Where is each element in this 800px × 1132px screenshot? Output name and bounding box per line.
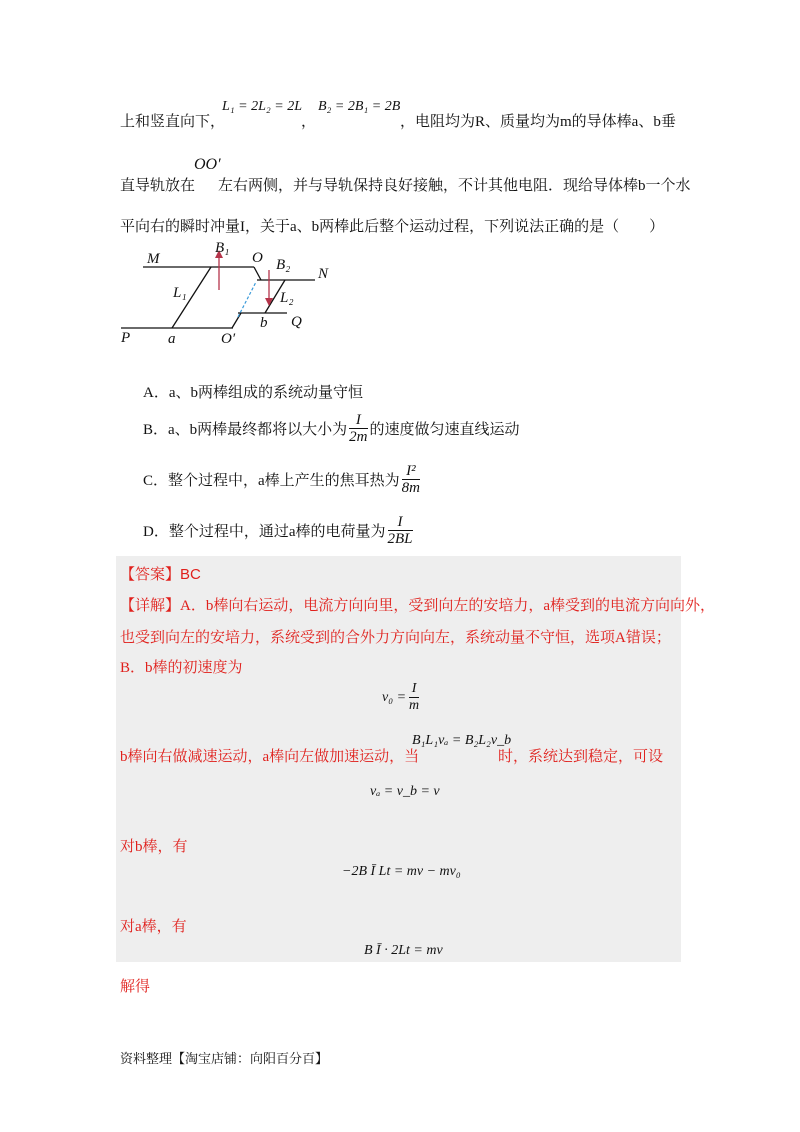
footer-source: 资料整理【淘宝店铺：向阳百分百】 [120, 1051, 329, 1066]
option-b [143, 412, 520, 445]
equation-v0 [382, 681, 419, 714]
label-O: O [252, 250, 263, 266]
question-line2-start: 直导轨放在 [120, 178, 196, 194]
option-b-num: I [349, 412, 367, 429]
option-c-text: C．整个过程中，a棒上产生的焦耳热为 [143, 473, 400, 489]
equation-v: vₐ = v_b = v [370, 784, 440, 799]
for-a-rod: 对a棒，有 [120, 919, 187, 935]
option-b-den: 2m [349, 429, 368, 445]
label-B1: B₁ [215, 240, 230, 256]
label-L2: L₂ [280, 290, 294, 306]
option-d-text: D．整个过程中，通过a棒的电荷量为 [143, 524, 386, 540]
v0-lhs: v₀ = [382, 689, 407, 705]
detail-line1: 【详解】A．b棒向右运动，电流方向向里，受到向左的安培力，a棒受到的电流方向向外， [120, 598, 715, 614]
label-b: b [260, 315, 268, 331]
for-b-rod: 对b棒，有 [120, 839, 188, 855]
label-O-prime: O′ [221, 331, 236, 347]
question-line1-end: ，电阻均为R、质量均为m的导体棒a、b垂 [400, 114, 676, 130]
option-d-num: I [388, 514, 413, 531]
equation-L: L₁ = 2L₂ = 2L [222, 99, 302, 114]
v0-den: m [409, 698, 420, 713]
option-d-fraction [388, 514, 413, 547]
b-initial-velocity-text: B．b棒的初速度为 [120, 660, 243, 676]
answer-label: 【答案】BC [120, 566, 201, 583]
question-line3: 平向右的瞬时冲量I，关于a、b两棒此后整个运动过程，下列说法正确的是（ ） [120, 219, 665, 235]
decel-text-start: b棒向右做减速运动，a棒向左做加速运动，当 [120, 749, 420, 765]
equation-steady: B₁L₁vₐ = B₂L₂v_b [412, 733, 512, 748]
option-c-num: I² [402, 463, 420, 480]
label-N: N [318, 266, 329, 282]
option-c [143, 463, 420, 496]
solve-label: 解得 [120, 979, 151, 995]
question-line1-start: 上和竖直向下， [120, 114, 226, 130]
v0-fraction [409, 681, 419, 714]
equation-B: B₂ = 2B₁ = 2B [318, 99, 401, 114]
option-b-fraction [349, 412, 367, 445]
label-P: P [121, 330, 131, 346]
option-d-den: 2BL [387, 531, 413, 547]
v0-num: I [409, 681, 419, 698]
comma: ， [301, 114, 317, 130]
equation-b-rod: −2B Ī Lt = mv − mv₀ [342, 864, 461, 879]
detail-line2: 也受到向左的安培力，系统受到的合外力方向向左，系统动量不守恒，选项A错误； [120, 630, 671, 646]
label-Q: Q [291, 314, 302, 330]
label-B2: B₂ [276, 257, 291, 273]
decel-text-end: 时，系统达到稳定，可设 [498, 749, 664, 765]
option-b-text: B．a、b两棒最终都将以大小为 [143, 422, 348, 438]
question-line2-end: 左右两侧，并与导轨保持良好接触，不计其他电阻．现给导体棒b一个水 [218, 178, 691, 194]
label-M: M [147, 251, 160, 267]
option-a: A．a、b两棒组成的系统动量守恒 [143, 385, 363, 401]
label-L1: L₁ [173, 285, 187, 301]
option-c-fraction [402, 463, 420, 496]
label-a: a [168, 331, 176, 347]
option-d [143, 514, 413, 547]
equation-a-rod: B Ī · 2Lt = mv [364, 943, 443, 958]
option-b-text-end: 的速度做匀速直线运动 [369, 422, 520, 438]
option-c-den: 8m [401, 480, 421, 496]
oo-label: OO′ [194, 156, 221, 173]
